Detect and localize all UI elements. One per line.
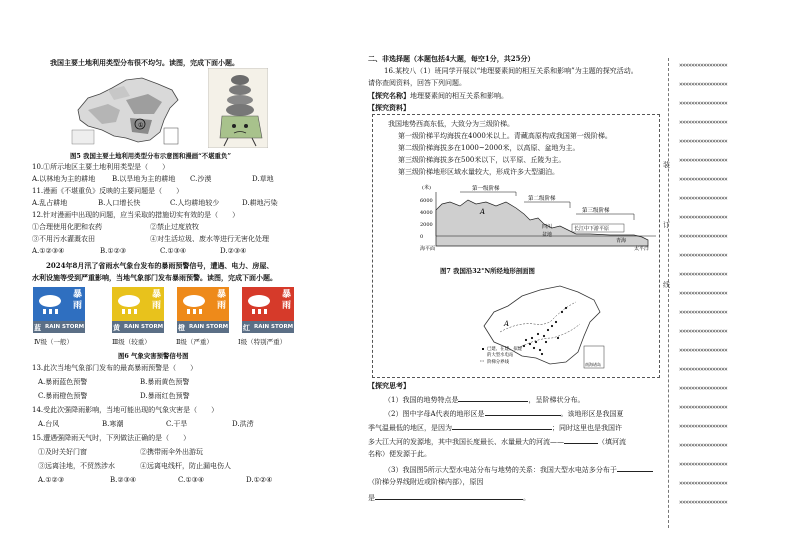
margin-x-row: ×××××××××××××××× [679,62,728,69]
warning-level-2: Ⅲ级（较重） [112,338,151,346]
answer-1 [384,394,584,405]
rain-cloud-icon [116,291,142,317]
q10-option-b[interactable]: B.以旱地为主的耕地 [112,175,176,183]
answer-6 [384,464,653,475]
inset-label: 南海诸岛 [585,362,601,367]
fig5-caption: 图5 我国主要土地利用类型分布示意图和漫画“不堪重负” [70,152,232,160]
answer-8-text: 是 [368,494,375,502]
margin-x-row: ×××××××××××××××× [679,404,728,411]
blank-5[interactable] [617,464,653,472]
q15-stem: 15.遭遇强降雨天气时，下列做法正确的是（ ） [32,434,191,442]
warning-char-1: 暴 [72,290,82,300]
margin-x-row: ×××××××××××××××× [679,214,728,221]
warning-label: RAIN STORM [189,324,229,330]
answer-4-end: （填河流 [598,438,626,446]
blank-1[interactable] [458,394,528,402]
profile-tick-6000: 6000 [420,198,433,204]
q12-stem: 12.针对漫画中出现的问题，应当采取的措施切实有效的是（ ） [32,211,240,219]
profile-ocean: 太平洋 [634,246,650,252]
margin-x-row: ×××××××××××××××× [679,271,728,278]
margin-x-row: ×××××××××××××××× [679,499,728,506]
answer-4-text: 多大江大河的发源地，其中我国长度最长、水量最大的河流—— [368,438,564,446]
margin-x-row: ×××××××××××××××× [679,290,728,297]
margin-x-row: ×××××××××××××××× [679,328,728,335]
section-title: 二、非选择题（本题包括4大题，每空1分，共25分） [368,54,535,63]
q11-option-d[interactable]: D.耕地污染 [242,199,278,207]
warning-red [242,287,294,333]
warning-blue [33,287,85,333]
margin-x-row: ×××××××××××××××× [679,81,728,88]
answer-6-text: （3）我国图5所示大型水电站分布与地势的关系：我国大型水电站多分布于 [384,466,617,474]
q11-option-c[interactable]: C.人均耕地较少 [170,199,220,207]
q15-item-1: ①及时关好门窗 [38,448,87,456]
fig7-caption: 图7 我国沿32°N所经地形剖面图 [440,267,535,275]
margin-x-row: ×××××××××××××××× [679,119,728,126]
warning-yellow [112,287,164,333]
q16-line1: 16.某校八（1）班同学开展以“地理要素间的相互关系和影响”为主题的探究活动。 [384,67,638,75]
answer-8 [368,492,530,503]
q14-stem: 14.受此次强降雨影响，当地可能出现的气象灾害是（ ） [32,406,219,414]
answer-2-text: （2）图中字母A代表的地形区是 [384,410,485,418]
warning-level-3: Ⅱ级（严重） [176,338,213,346]
inquiry-materials-tag: 【探究资料】 [368,103,410,112]
intro-text: 我国主要土地利用类型分布很不均匀。读图，完成下面小题。 [50,58,239,67]
warning-label: RAIN STORM [124,324,164,330]
rain-cloud-icon [181,291,207,317]
q13-option-a[interactable]: A.暴雨蓝色预警 [38,378,88,386]
legend-dam-1: 已建、在建、拟建 [487,347,523,352]
margin-x-row: ×××××××××××××××× [679,157,728,164]
legend-boundary: 阶梯分界线 [487,360,509,365]
inquiry-name [368,91,508,101]
warning-char-2: 雨 [72,301,82,311]
warning-char-1: 暴 [151,290,161,300]
answer-3-end: ；同时这里也是我国许 [552,424,622,432]
profile-tick-0: 0 [420,234,424,240]
q12-option-a[interactable]: A.①②③④ [32,247,65,255]
profile-tick-2000: 2000 [420,222,433,228]
q13-option-c[interactable]: C.暴雨橙色预警 [38,392,88,400]
profile-a: A [480,208,486,216]
margin-x-row: ×××××××××××××××× [679,233,728,240]
q15-option-a[interactable]: A.①②③ [38,476,65,484]
answer-7: （阶梯分界线附近或阶梯内部），原因 [368,478,484,486]
blank-3[interactable] [452,422,552,430]
blank-4[interactable] [564,436,598,444]
answer-3-text: 季气温最低的地区，是因为 [368,424,452,432]
warning-char-1: 暴 [216,290,226,300]
margin-x-row: ×××××××××××××××× [679,309,728,316]
inquiry-name-text: 地理要素间的相互关系和影响。 [410,92,508,100]
margin-x-row: ×××××××××××××××× [679,423,728,430]
margin-x-row: ×××××××××××××××× [679,347,728,354]
binding-char-2: 订 [663,221,670,229]
margin-x-row: ×××××××××××××××× [679,138,728,145]
margin-x-row: ×××××××××××××××× [679,442,728,449]
q11-option-a[interactable]: A.乱占耕地 [32,199,68,207]
inquiry-thinking-tag: 【探究思考】 [368,381,410,390]
q14-option-b[interactable]: B.寒潮 [102,420,124,428]
q11-stem: 11.漫画《不堪重负》反映的主要问题是（ ） [32,187,184,195]
margin-x-row: ×××××××××××××××× [679,100,728,107]
box-line-1: 我国地势西高东低，大致分为三级阶梯。 [388,120,514,128]
q12-option-c[interactable]: C.①③④ [160,247,187,255]
answer-1-end: ，呈阶梯状分布。 [528,396,585,404]
fig6-caption: 图6 气象灾害预警信号图 [118,352,189,360]
intro2-line2: 水利设施等受到严重影响，当地气象部门发布暴雨预警。读图，完成下面小题。 [32,273,277,282]
q12-item-3: ③不用污水灌溉农田 [32,235,95,243]
warning-orange [177,287,229,333]
profile-sea-level: 海平面 [420,246,436,252]
blank-6[interactable] [375,492,523,500]
margin-x-row: ×××××××××××××××× [679,195,728,202]
warning-label: RAIN STORM [254,324,294,330]
warning-level-char: 蓝 [34,323,41,332]
binding-line [668,58,669,528]
q14-option-d[interactable]: D.洪涝 [232,420,254,428]
q11-option-b[interactable]: B.人口增长快 [98,199,141,207]
rain-cloud-icon [246,291,272,317]
profile-step2: 第二级阶梯 [528,196,556,202]
warning-level-1: Ⅳ级（一般） [34,338,73,346]
q12-item-4: ④对生活垃圾、废水等进行无害化处理 [150,235,269,243]
warning-level-4: Ⅰ级（特别严重） [238,338,287,346]
rain-cloud-icon [37,291,63,317]
china-land-use-map [68,70,183,148]
china-dam-map [478,278,608,372]
profile-y-unit: (米) [422,185,431,191]
dam-map-a: A [504,320,510,328]
legend-dam-2: 的大型水电站 [487,353,514,358]
q15-option-b[interactable]: B.②③④ [110,476,137,484]
profile-tick-4000: 4000 [420,210,433,216]
warning-label: RAIN STORM [45,324,85,330]
q14-option-a[interactable]: A.台风 [38,420,60,428]
answer-5: 名称）便发源于此。 [368,450,431,458]
q15-item-4: ④远离电线杆，防止漏电伤人 [140,462,231,470]
profile-qinghai: 青海 [616,238,627,244]
blank-2[interactable] [485,408,561,416]
q13-option-d[interactable]: D.暴雨红色预警 [140,392,190,400]
profile-sichuan: 四川 [542,224,553,230]
box-line-3: 第二级阶梯海拔多在1000~2000米，以高原、盆地为主。 [398,144,580,152]
q12-option-b[interactable]: B.①②③ [100,247,127,255]
q15-option-c[interactable]: C.①③④ [178,476,205,484]
binding-char-3: 线 [663,281,670,289]
q12-item-2: ②禁止过度放牧 [150,223,199,231]
q10-stem: 10.①所示地区主要土地利用类型是（ ） [32,163,170,171]
q13-stem: 13.此次当地气象部门发布的最高暴雨预警是（ ） [32,364,198,372]
profile-step1: 第一级阶梯 [472,186,500,192]
answer-3 [368,422,622,433]
warning-level-char: 黄 [113,323,120,332]
q15-item-2: ②携带雨伞外出游玩 [140,448,203,456]
answer-2-end: 。该地形区是我国夏 [560,410,624,418]
margin-x-row: ×××××××××××××××× [679,176,728,183]
cartoon-overburdened [208,68,268,148]
profile-basin: 盆地 [542,232,553,238]
warning-char-2: 雨 [216,301,226,311]
margin-x-row: ×××××××××××××××× [679,461,728,468]
box-line-2: 第一级阶梯平均海拔在4000米以上。青藏高原构成我国第一级阶梯。 [398,132,612,140]
answer-1-text: （1）我国的地势特点是 [384,396,459,404]
q13-option-b[interactable]: B.暴雨黄色预警 [140,378,190,386]
intro2-line1: 2024年8月汛了省雨水气象台发布的暴雨预警信号，遭遇、电力、房屋、 [46,261,274,270]
q15-option-d[interactable]: D.①②④ [246,476,273,484]
svg-text:①: ① [138,122,144,129]
margin-x-row: ×××××××××××××××× [679,385,728,392]
warning-char-2: 雨 [281,301,291,311]
answer-2 [384,408,624,419]
q12-item-1: ①合理使用化肥和农药 [32,223,102,231]
q10-option-c[interactable]: C.沙漠 [190,175,212,183]
profile-step3: 第三级阶梯 [582,208,610,214]
warning-char-1: 暴 [281,290,291,300]
terrain-profile-32n [420,180,658,262]
margin-x-row: ×××××××××××××××× [679,480,728,487]
profile-changjiang: 长江中下游平原 [574,226,610,232]
margin-x-row: ×××××××××××××××× [679,252,728,259]
box-line-4: 第三级阶梯海拔多在500米以下，以平原、丘陵为主。 [398,156,566,164]
q10-option-a[interactable]: A.以林地为主的耕地 [32,175,96,183]
q15-item-3: ③远离洼地，不贸然涉水 [38,462,115,470]
margin-x-row: ×××××××××××××××× [679,366,728,373]
box-line-5: 第三级阶梯地形区域水量较大，形成许多大型湖泊。 [398,168,559,176]
inquiry-name-tag: 【探究名称】 [368,91,410,100]
q14-option-c[interactable]: C.干旱 [166,420,188,428]
warning-level-char: 红 [243,323,250,332]
binding-char-1: 装 [663,161,670,169]
warning-char-2: 雨 [151,301,161,311]
answer-4 [368,436,626,447]
q12-option-d[interactable]: D.②③④ [220,247,247,255]
answer-8-end: 。 [523,494,530,502]
q16-line2: 请你查阅资料，回答下列问题。 [368,79,466,87]
q10-option-d[interactable]: D.草地 [252,175,274,183]
warning-level-char: 橙 [178,323,185,332]
